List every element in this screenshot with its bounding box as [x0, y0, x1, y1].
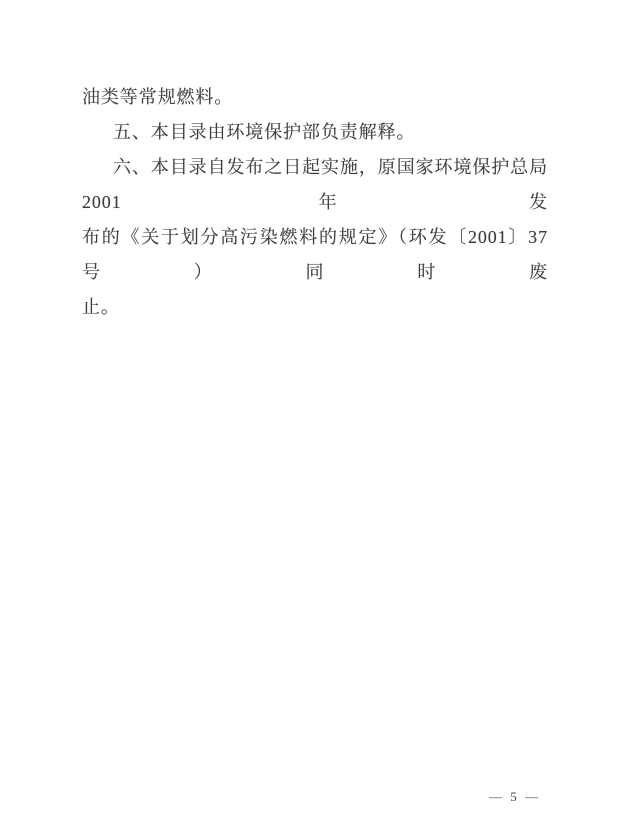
body-text	[82, 80, 548, 325]
text-line: 布的《关于划分高污染燃料的规定》（环发〔2001〕37 号）同时废	[82, 227, 548, 282]
text-line: 六、本目录自发布之日起实施，原国家环境保护总局 2001 年发	[82, 157, 548, 212]
text-line: 五、本目录由环境保护部负责解释。	[113, 122, 416, 142]
page-number: — 5 —	[489, 789, 541, 804]
text-line: 油类等常规燃料。	[82, 87, 234, 107]
text-line: 止。	[82, 297, 120, 317]
